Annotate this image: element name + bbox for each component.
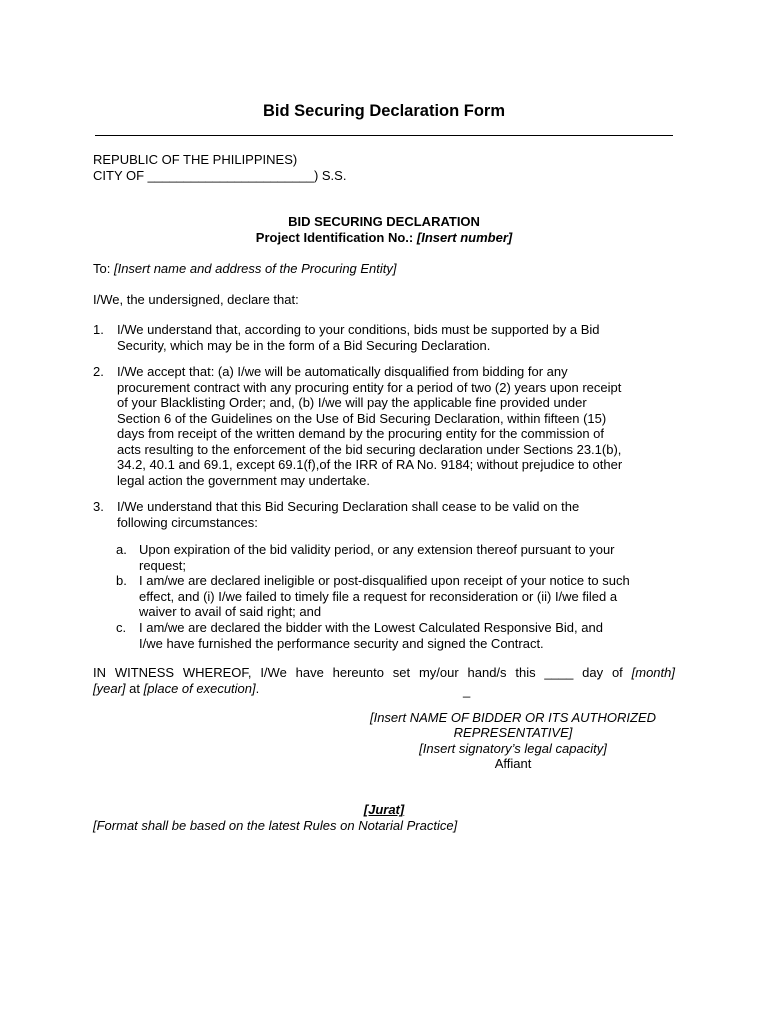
witness-text: IN WITNESS WHEREOF, I/We have hereunto set my/our hand/s this ____ day of [93, 665, 623, 680]
witness-month: [month] [631, 665, 675, 680]
to-value: [Insert name and address of the Procuring Entity] [113, 261, 397, 276]
item-line: days from receipt of the written demand by the procuring entity for the commission of [117, 426, 605, 441]
republic-line: REPUBLIC OF THE PHILIPPINES) [93, 152, 298, 167]
to-label: To: [93, 261, 111, 276]
signatory-name-line-1: [Insert NAME OF BIDDER OR ITS AUTHORIZED [369, 710, 657, 725]
sub-item-text [139, 620, 675, 651]
project-id-line [0, 230, 768, 246]
item-line: Security, which may be in the form of a Bid Securing Declaration. [117, 337, 491, 353]
sub-item-line: waiver to avail of said right; and [139, 604, 322, 619]
item-number: 2. [93, 364, 104, 379]
item-line: I/We accept that: (a) I/we will be automatically disqualified from bidding for any [117, 364, 568, 379]
sub-item-line: effect, and (i) I/we failed to timely file a request for reconsideration or (ii) I/we filed a [139, 588, 618, 604]
item-line: procurement contract with any procuring entity for a period of two (2) years upon receipt [117, 379, 622, 395]
sub-item-line: Upon expiration of the bid validity period, or any extension thereof pursuant to your [139, 542, 615, 557]
sub-item-line: request; [139, 557, 186, 573]
witness-dash: _ [463, 683, 471, 698]
witness-end: . [255, 680, 260, 696]
affiant-label: Affiant [494, 756, 532, 771]
witness-line-1 [93, 665, 675, 681]
item-text [117, 364, 675, 488]
item-line: I/We understand that this Bid Securing Declaration shall cease to be valid on the [117, 499, 580, 514]
witness-at: at [129, 680, 140, 696]
item-number: 1. [93, 322, 104, 337]
item-line: 34.2, 40.1 and 69.1, except 69.1(f),of the IRR of RA No. 9184; without prejudice to other [117, 457, 623, 472]
sub-item-text [139, 542, 675, 573]
item-line: acts resulting to the enforcement of the bid securing declaration under Sections 23.1(b), [117, 441, 622, 457]
title-underline-rule [95, 135, 673, 136]
sub-item-letter: b. [116, 573, 127, 588]
item-line: I/We understand that, according to your conditions, bids must be supported by a Bid [117, 322, 600, 337]
item-line: legal action the government may undertake. [117, 472, 370, 488]
witness-line-2 [93, 681, 675, 697]
sub-item-line: I am/we are declared the bidder with the Lowest Calculated Responsive Bid, and [139, 620, 603, 635]
signatory-capacity: [Insert signatory’s legal capacity] [419, 741, 607, 756]
sub-item-line: I/we have furnished the performance security and signed the Contract. [139, 635, 544, 651]
intro-paragraph: I/We, the undersigned, declare that: [93, 292, 299, 307]
item-line: following circumstances: [117, 514, 258, 530]
item-line: of your Blacklisting Order; and, (b) I/we will pay the applicable fine provided under [117, 395, 587, 410]
signatory-name-line-2: REPRESENTATIVE] [453, 725, 573, 740]
project-id-value: [Insert number] [416, 230, 513, 245]
sub-item-text [139, 573, 675, 620]
document-title: Bid Securing Declaration Form [262, 102, 506, 120]
sub-item-letter: c. [116, 620, 127, 635]
witness-year: [year] [93, 680, 126, 696]
item-line: Section 6 of the Guidelines on the Use of Bid Securing Declaration, within fifteen (15) [117, 410, 607, 426]
witness-paragraph [93, 665, 675, 696]
city-line: CITY OF _______________________) S.S. [93, 168, 347, 183]
item-text [117, 322, 675, 353]
sub-item-letter: a. [116, 542, 127, 557]
witness-place: [place of execution] [143, 680, 256, 696]
jurat-label: [Jurat] [363, 802, 405, 817]
jurat-format-note: [Format shall be based on the latest Rules on Notarial Practice] [93, 818, 458, 833]
item-number: 3. [93, 499, 104, 514]
sub-item-line: I am/we are declared ineligible or post-disqualified upon receipt of your notice to such [139, 573, 630, 588]
declaration-heading: BID SECURING DECLARATION [288, 214, 480, 229]
item-text [117, 499, 675, 530]
addressee-line [93, 261, 397, 277]
project-id-label: Project Identification No.: [255, 230, 414, 245]
